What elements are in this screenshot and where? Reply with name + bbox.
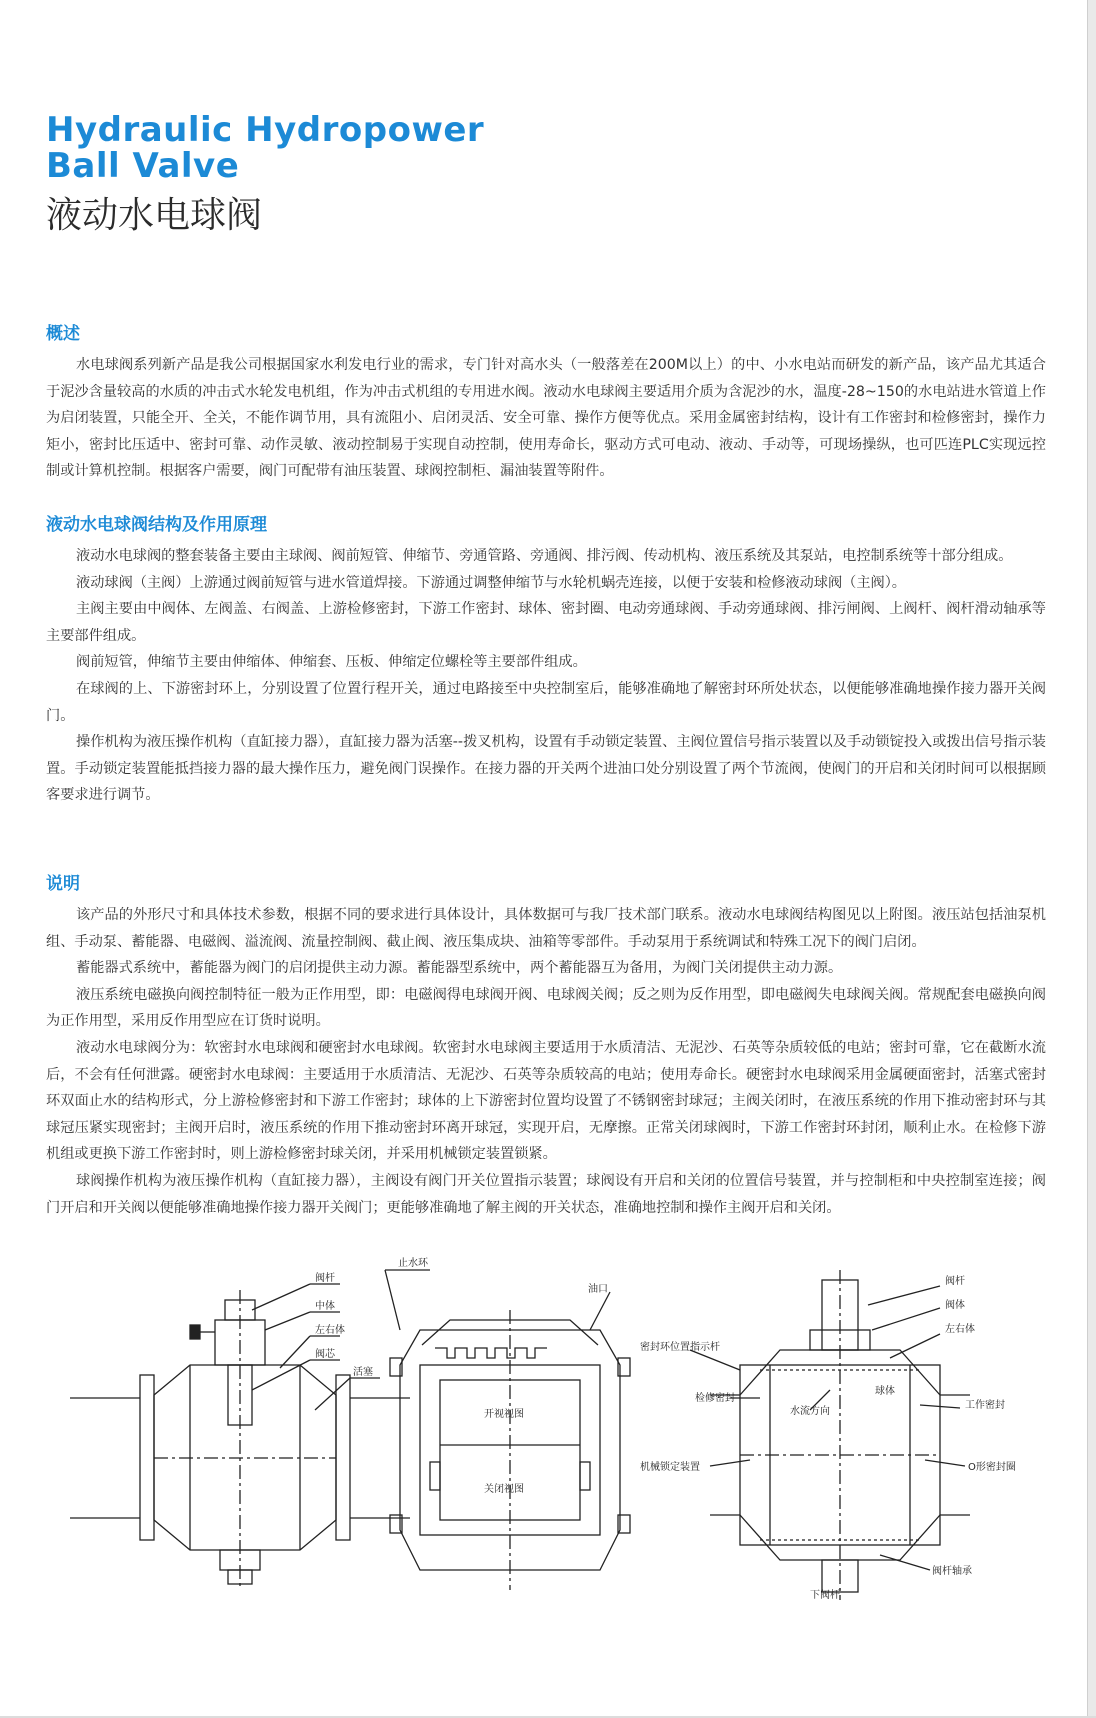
section-notes bbox=[46, 872, 1046, 1221]
structure-heading: 液动水电球阀结构及作用原理 bbox=[46, 515, 267, 535]
label-left-piston: 活塞 bbox=[353, 1367, 373, 1378]
label-right-working-seal: 工作密封 bbox=[965, 1400, 1005, 1411]
label-right-o-ring: O形密封圈 bbox=[968, 1462, 1016, 1473]
diagram-left-svg bbox=[60, 1270, 420, 1600]
overview-paragraph: 水电球阀系列新产品是我公司根据国家水利发电行业的需求，专门针对高水头（一般落差在200M以上）的中、小水电站而研发的新产品，该产品尤其适合于泥沙含量较高的水质的冲击式水轮发电机组，作为冲击式机组的专用进水阀。液动水电球阀主要适用介质为含泥沙的水，温度-28~150的水电站进水管道上作为启闭装置，只能全开、全关，不能作调节用，具有流阻小、启闭灵活、安全可靠、操作方便等优点。采用金属密封结构，设计有工作密封和检修密封，操作力矩小，密封比压适中、密封可靠、动作灵敏、液动控制易于实现自动控制，使用寿命长，驱动方式可电动、液动、手动等，可现场操纵，也可匹连PLC实现远控制或计算机控制。根据客户需要，阀门可配带有油压装置、球阀控制柜、漏油装置等附件。 bbox=[46, 357, 1046, 480]
label-middle-closed-view: 关闭视图 bbox=[484, 1484, 524, 1495]
notes-paragraph-4: 液动水电球阀分为：软密封水电球阀和硬密封水电球阀。软密封水电球阀主要适用于水质清洁、无泥沙、石英等杂质较低的电站；密封可靠，它在截断水流后，不会有任何泄露。硬密封水电球阀：主要适用于水质清洁、无泥沙、石英等杂质较高的电站；使用寿命长。硬密封水电球阀采用金属硬面密封，活塞式密封环双面止水的结构形式，分上游检修密封和下游工作密封；球体的上下游密封位置均设置了不锈钢密封球冠；主阀关闭时，在液压系统的作用下推动密封环与其球冠压紧实现密封；主阀开启时，液压系统的作用下推动密封环离开球冠，实现开启，无摩擦。正常关闭球阀时，下游工作密封环封闭，顺利止水。在检修下游机组或更换下游工作密封时，则上游检修密封球关闭，并采用机械锁定装置锁紧。 bbox=[46, 1039, 1046, 1163]
label-left-core: 阀芯 bbox=[315, 1349, 335, 1360]
diagram-middle-ring bbox=[390, 1258, 630, 1600]
notes-paragraph-3: 液压系统电磁换向阀控制特征一般为正作用型，即：电磁阀得电球阀开阀、电球阀关阀；反之则为反作用型，即电磁阀失电球阀关阀。常规配套电磁换向阀为正作用型，采用反作用型应在订货时说明。 bbox=[46, 986, 1046, 1030]
title-chinese: 液动水电球阀 bbox=[46, 195, 263, 236]
title-english bbox=[46, 112, 484, 184]
label-right-body: 阀体 bbox=[945, 1300, 965, 1311]
label-right-flow-direction: 水流方向 bbox=[790, 1406, 830, 1417]
label-right-repair-seal: 检修密封 bbox=[695, 1393, 735, 1404]
label-right-lock-device: 机械锁定装置 bbox=[640, 1462, 700, 1473]
overview-heading: 概述 bbox=[46, 324, 80, 344]
title-english-line-2: Ball Valve bbox=[46, 146, 240, 186]
label-left-side-body: 左右体 bbox=[315, 1325, 345, 1336]
structure-paragraph-1: 液动水电球阀的整套装备主要由主球阀、阀前短管、伸缩节、旁通管路、旁通阀、排污阀、传动机构、液压系统及其泵站，电控制系统等十部分组成。 bbox=[76, 548, 1013, 564]
label-left-center-body: 中体 bbox=[315, 1301, 335, 1312]
label-right-side-body: 左右体 bbox=[945, 1324, 975, 1335]
structure-paragraph-3: 主阀主要由中阀体、左阀盖、右阀盖、上游检修密封，下游工作密封、球体、密封圈、电动旁通球阀、手动旁通球阀、排污闸阀、上阀杆、阀杆滑动轴承等主要部件组成。 bbox=[46, 601, 1046, 644]
label-left-stem: 阀杆 bbox=[315, 1273, 335, 1284]
structure-paragraph-2: 液动球阀（主阀）上游通过阀前短管与进水管道焊接。下游通过调整伸缩节与水轮机蜗壳连接，以便于安装和检修液动球阀（主阀）。 bbox=[76, 574, 906, 591]
structure-paragraph-4: 阀前短管，伸缩节主要由伸缩体、伸缩套、压板、伸缩定位螺栓等主要部件组成。 bbox=[76, 654, 587, 671]
diagram-right-section bbox=[640, 1270, 1040, 1600]
label-right-lower-stem: 下阀杆 bbox=[810, 1590, 840, 1601]
structure-paragraph-6: 操作机构为液压操作机构（直缸接力器），直缸接力器为活塞--拨叉机构，设置有手动锁定装置、主阀位置信号指示装置以及手动锁锭投入或拨出信号指示装置。手动锁定装置能抵挡接力器的最大操作压力，避免阀门误操作。在接力器的开关两个进油口处分别设置了两个节流阀，使阀门的开启和关闭时间可以根据顾客要求进行调节。 bbox=[46, 734, 1046, 804]
label-middle-open-view: 开视视图 bbox=[484, 1409, 524, 1420]
notes-paragraph-2: 蓄能器式系统中，蓄能器为阀门的启闭提供主动力源。蓄能器型系统中，两个蓄能器互为备用，为阀门关闭提供主动力源。 bbox=[76, 960, 843, 977]
page-edge-line bbox=[1087, 0, 1088, 1718]
notes-paragraph-1: 该产品的外形尺寸和具体技术参数，根据不同的要求进行具体设计，具体数据可与我厂技术部门联系。液动水电球阀结构图见以上附图。液压站包括油泵机组、手动泵、蓄能器、电磁阀、溢流阀、流量控制阀、截止阀、液压集成块、油箱等零部件。手动泵用于系统调试和特殊工况下的阀门启闭。 bbox=[46, 907, 1046, 950]
label-right-stem-bearing: 阀杆轴承 bbox=[932, 1566, 972, 1577]
section-structure bbox=[46, 513, 1046, 809]
section-overview bbox=[46, 322, 1046, 485]
structure-paragraph-5: 在球阀的上、下游密封环上，分别设置了位置行程开关，通过电路接至中央控制室后，能够准确地了解密封环所处状态，以便能够准确地操作接力器开关阀门。 bbox=[46, 680, 1046, 724]
label-right-ball: 球体 bbox=[875, 1386, 895, 1397]
label-right-stem: 阀杆 bbox=[945, 1276, 965, 1287]
diagram-left-valve bbox=[60, 1270, 420, 1600]
diagram-right-svg bbox=[640, 1270, 1040, 1600]
label-middle-stop-ring: 止水环 bbox=[398, 1258, 428, 1269]
notes-paragraph-5: 球阀操作机构为液压操作机构（直缸接力器），主阀设有阀门开关位置指示装置；球阀设有开启和关闭的位置信号装置，并与控制柜和中央控制室连接；阀门开启和开关阀以便能够准确地操作接力器开关阀门；更能够准确地了解主阀的开关状态，准确地控制和操作主阀开启和关闭。 bbox=[46, 1172, 1046, 1216]
diagram-middle-svg bbox=[390, 1258, 630, 1600]
notes-heading: 说明 bbox=[46, 874, 80, 894]
page-edge bbox=[1088, 0, 1096, 1718]
label-middle-oil-port: 油口 bbox=[588, 1284, 608, 1295]
label-right-seal-indicator: 密封环位置指示杆 bbox=[640, 1342, 720, 1353]
title-english-line-1: Hydraulic Hydropower bbox=[46, 110, 485, 150]
